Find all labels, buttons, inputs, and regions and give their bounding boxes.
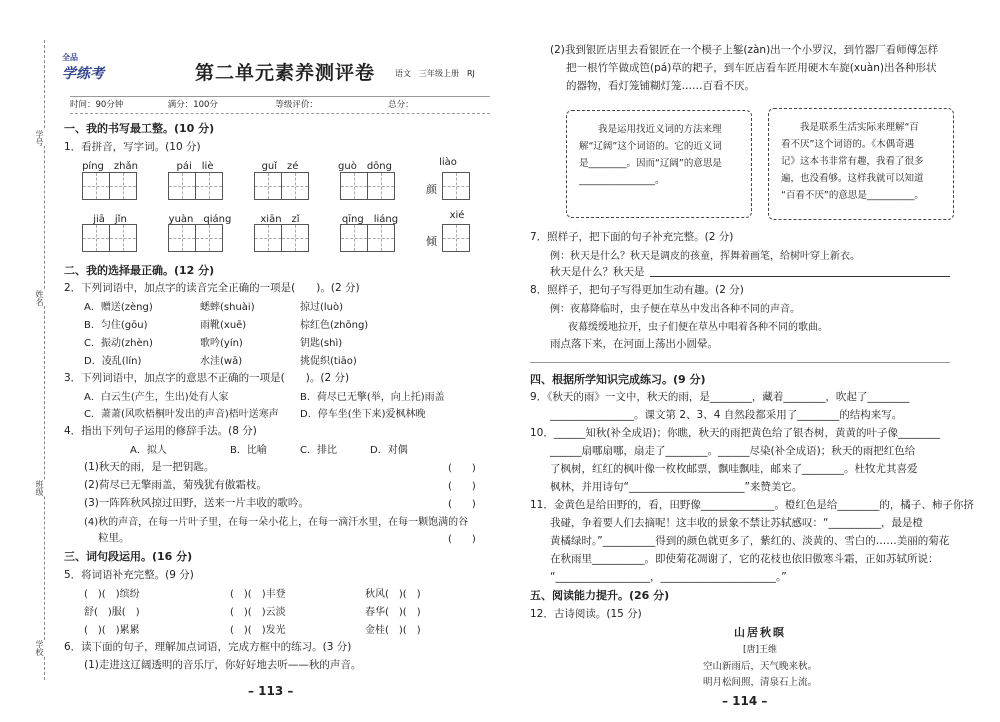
q2-option-a-word: 蟋蟀(shuài) (200, 302, 255, 313)
q4-option-b: B．比喻 (230, 445, 267, 456)
question-11-line: 我碰，争着要人们去摘呢！这丰收的景象不禁让苏轼感叹：“__________，最是橙 (550, 517, 923, 529)
hint-line: 遍，也没看够。这样我就可以知道 (781, 173, 924, 184)
hint-line[interactable]: 是________。因而“辽阔”的意思是 (579, 158, 722, 169)
question-7: 7．照样子，把下面的句子补充完整。(2 分) (530, 231, 734, 243)
pinyin-label: xié (449, 210, 465, 221)
q2-option-b-word: 棕红色(zhōng) (300, 320, 369, 331)
question-6-part-2-line: 把一根竹竿做成笆(pá)草的耙子，到车匠店看车匠用硬木车旋(xuàn)出各种形状 (566, 62, 937, 74)
idiom-blank[interactable]: 金桂( )( ) (365, 625, 421, 636)
hint-line: 看不厌”这个词语的。《木偶奇遇 (781, 139, 915, 150)
question-4: 4．指出下列句子运用的修辞手法。(8 分) (64, 425, 257, 437)
question-11-line: 黄橘绿时。”__________得到的颜色就更多了，紫红的、淡黄的、雪白的……美丽的菊花 (550, 535, 950, 547)
question-12: 12．古诗阅读。(15 分) (530, 608, 642, 620)
answer-paren[interactable]: ( ) (448, 481, 476, 492)
answer-line[interactable] (530, 362, 950, 363)
q2-option-b: B．匀住(gōu) (84, 320, 148, 331)
subject-label: 语文 三年级上册 RJ (395, 69, 475, 78)
side-label-school: 学校 (35, 640, 44, 656)
question-5: 5．将词语补充完整。(9 分) (64, 569, 194, 581)
section-4-heading: 四、根据所学知识完成练习。(9 分) (530, 373, 706, 386)
poem-line: 明月松间照，清泉石上流。 (702, 677, 817, 688)
q4-option-a: A．拟人 (130, 445, 167, 456)
pinyin-label: liào (439, 157, 457, 168)
pinyin-label: yuàn qiáng (168, 214, 232, 225)
q4-item-4: (4)秋的声音，在每一片叶子里，在每一朵小花上，在每一滴汗水里，在每一颗饱满的谷 (84, 517, 469, 528)
logo-top-text: 全品 (62, 53, 78, 62)
idiom-blank[interactable]: 舒( )服( ) (84, 607, 140, 618)
hint-line[interactable]: ________________。 (579, 175, 665, 186)
pinyin-label: jiā jǐn (93, 214, 127, 225)
hint-line: 我是联系生活实际来理解“百 (800, 122, 919, 133)
idiom-blank[interactable]: ( )( )云淡 (230, 607, 286, 618)
hint-box-2 (768, 108, 954, 220)
question-6: 6．读下面的句子，理解加点词语，完成方框中的练习。(3 分) (64, 641, 352, 653)
poem-line: 空山新雨后，天气晚来秋。 (702, 661, 817, 672)
q2-option-c: C．振动(zhèn) (84, 338, 153, 349)
q2-option-d: D．凌乱(lín) (84, 356, 142, 367)
pinyin-label: guǐ zé (261, 161, 299, 172)
page-title: 第二单元素养测评卷 (195, 62, 376, 84)
idiom-blank[interactable]: ( )( )发光 (230, 625, 286, 636)
question-10-line: ______扇哪扇哪，扇走了________。______尽染(补全成语)；秋天的雨把红色给 (550, 445, 916, 457)
q2-option-d-word: 挑促织(tiāo) (300, 356, 357, 367)
page-number: – 113 – (248, 684, 294, 698)
question-2: 2．下列词语中，加点字的读音完全正确的一项是( )。(2 分) (64, 282, 360, 294)
question-7-prompt: 秋天是什么？秋天是 (550, 266, 645, 278)
question-6-part-2-line: (2)我到银匠店里去看银匠在一个模子上錾(zàn)出一个小罗汉，到竹器厂看师傅怎样 (550, 44, 939, 56)
given-character-1: 颜 (426, 183, 437, 196)
q2-option-d-word: 水洼(wā) (200, 356, 243, 367)
question-7-example: 例：秋天是什么？秋天是调皮的孩童，挥舞着画笔，给树叶穿上新衣。 (550, 251, 860, 262)
answer-line[interactable] (650, 276, 950, 277)
pinyin-label: guò dōng (338, 161, 392, 172)
q2-option-a-word: 掠过(luò) (300, 302, 344, 313)
q4-item-2: (2)荷尽已无擎雨盖，菊残犹有傲霜枝。 (84, 479, 267, 491)
q2-option-c-word: 歌吟(yín) (200, 338, 243, 349)
q4-item-1: (1)秋天的雨，是一把钥匙。 (84, 461, 215, 473)
answer-paren[interactable]: ( ) (448, 499, 476, 510)
question-8-example-1: 例：夜幕降临时，虫子便在草丛中发出各种不同的声音。 (550, 304, 800, 315)
hint-line: 解“辽阔”这个词语的。它的近义词 (579, 141, 722, 152)
section-2-heading: 二、我的选择最正确。(12 分) (64, 264, 215, 277)
exam-info-row (70, 96, 490, 114)
question-8-example-2: 夜幕缓缓地拉开，虫子们便在草丛中唱着各种不同的歌曲。 (568, 322, 828, 333)
pinyin-label: pái liè (176, 161, 214, 172)
time-info: 时间：90分钟 (70, 100, 124, 110)
question-10-line: 枫林，并用诗句“______________________”来赞美它。 (550, 481, 803, 493)
question-11-line: 在秋雨里__________。即使菊花凋谢了，它的花枝也依旧傲寒斗霜，正如苏轼所说： (550, 553, 939, 565)
answer-paren[interactable]: ( ) (448, 534, 476, 545)
binding-margin (0, 0, 50, 722)
writing-grid[interactable] (254, 172, 308, 200)
idiom-blank[interactable]: 春华( )( ) (365, 607, 421, 618)
brand-logo (62, 52, 122, 84)
pinyin-label: xiān zǐ (260, 214, 300, 225)
total-info: 总分： (388, 100, 414, 110)
q2-option-a: A．赠送(zèng) (84, 302, 153, 313)
question-6-part-1: (1)走进这辽阔透明的音乐厅，你好好地去听——秋的声音。 (84, 659, 362, 671)
hint-line[interactable]: “百看不厌”的意思是__________。 (781, 190, 924, 201)
question-11-line: “__________________，______________________。” (550, 571, 787, 583)
page-number: – 114 – (722, 694, 768, 708)
writing-grid[interactable] (442, 172, 469, 200)
section-5-heading: 五、阅读能力提升。(26 分) (530, 589, 670, 602)
q3-option-a: A．白云生(产生，生出)处有人家 (84, 392, 229, 403)
idiom-blank[interactable]: ( )( )累累 (84, 625, 140, 636)
idiom-blank[interactable]: ( )( )缤纷 (84, 589, 140, 600)
hint-line: 我是运用找近义词的方法来理 (598, 124, 722, 135)
writing-grid[interactable] (254, 224, 308, 252)
idiom-blank[interactable]: ( )( )丰登 (230, 589, 286, 600)
given-character-2: 倾 (426, 235, 437, 248)
question-8: 8．照样子，把句子写得更加生动有趣。(2 分) (530, 284, 744, 296)
idiom-blank[interactable]: 秋风( )( ) (365, 589, 421, 600)
side-label-name: 姓名 (35, 290, 44, 306)
question-8-prompt: 雨点落下来，在河面上荡出小圆晕。 (550, 338, 718, 350)
grade-info: 等级评价： (275, 100, 318, 110)
hint-line: 记》这本书非常有趣，我看了很多 (781, 156, 924, 167)
writing-grid[interactable] (82, 172, 136, 200)
question-9-line: 9．《秋天的雨》一文中，秋天的雨，是________，藏着________，吹起了________ (530, 391, 910, 403)
answer-paren[interactable]: ( ) (448, 463, 476, 474)
hint-box-1 (566, 110, 752, 218)
side-label-student-id: 学号 (35, 130, 44, 146)
writing-grid[interactable] (340, 172, 394, 200)
q4-option-c: C．排比 (300, 445, 337, 456)
q2-option-b-word: 雨靴(xuē) (200, 320, 247, 331)
logo-main-text: 学练考 (62, 66, 104, 82)
poem-author: [唐]王维 (742, 645, 778, 655)
q3-option-c: C．萧萧(风吹梧桐叶发出的声音)梧叶送寒声 (84, 409, 279, 420)
q4-option-d: D．对偶 (370, 445, 408, 456)
writing-grid[interactable] (168, 224, 222, 252)
question-1: 1．看拼音，写字词。(10 分) (64, 141, 201, 153)
question-10-line: 10．______知秋(补全成语)；你瞧，秋天的雨把黄色给了银杏树，黄黄的叶子像________ (530, 427, 941, 439)
writing-grid[interactable] (442, 224, 469, 252)
poem-title: 山居秋暝 (734, 626, 786, 639)
question-3: 3．下列词语中，加点字的意思不正确的一项是( )。(2 分) (64, 372, 350, 384)
writing-grid[interactable] (82, 224, 136, 252)
writing-grid[interactable] (168, 172, 222, 200)
pinyin-label: píng zhǎn (82, 161, 138, 172)
score-info: 满分：100分 (167, 100, 218, 110)
q4-item-4-cont: 粒里。 (98, 532, 130, 544)
question-6-part-2-line: 的器物，看灯笼铺糊灯笼……百看不厌。 (566, 80, 755, 92)
side-label-class: 班级 (35, 480, 44, 496)
writing-grid[interactable] (340, 224, 394, 252)
section-1-heading: 一、我的书写最工整。(10 分) (64, 122, 215, 135)
q2-option-c-word: 钥匙(shì) (300, 338, 343, 349)
q3-option-d: D．停车坐(坐下来)爱枫林晚 (300, 409, 426, 420)
right-page (500, 0, 1000, 722)
question-11-line: 11．金黄色是给田野的，看，田野像______________。橙红色是给________的，橘子、柿子你挤 (530, 499, 974, 511)
pinyin-label: qīng liáng (341, 214, 399, 225)
section-3-heading: 三、词句段运用。(16 分) (64, 550, 193, 563)
q3-option-b: B．荷尽已无擎(举，向上托)雨盖 (300, 392, 445, 403)
q4-item-3: (3)一阵阵秋风掠过田野，送来一片丰收的歌吟。 (84, 497, 309, 509)
question-9-line: ________________。课文第 2、3、4 自然段都采用了________的结构来写。 (550, 409, 903, 421)
question-10-line: 了枫树，红红的枫叶像一枚枚邮票，飘哇飘哇，邮来了________。杜牧尤其喜爱 (550, 463, 918, 475)
